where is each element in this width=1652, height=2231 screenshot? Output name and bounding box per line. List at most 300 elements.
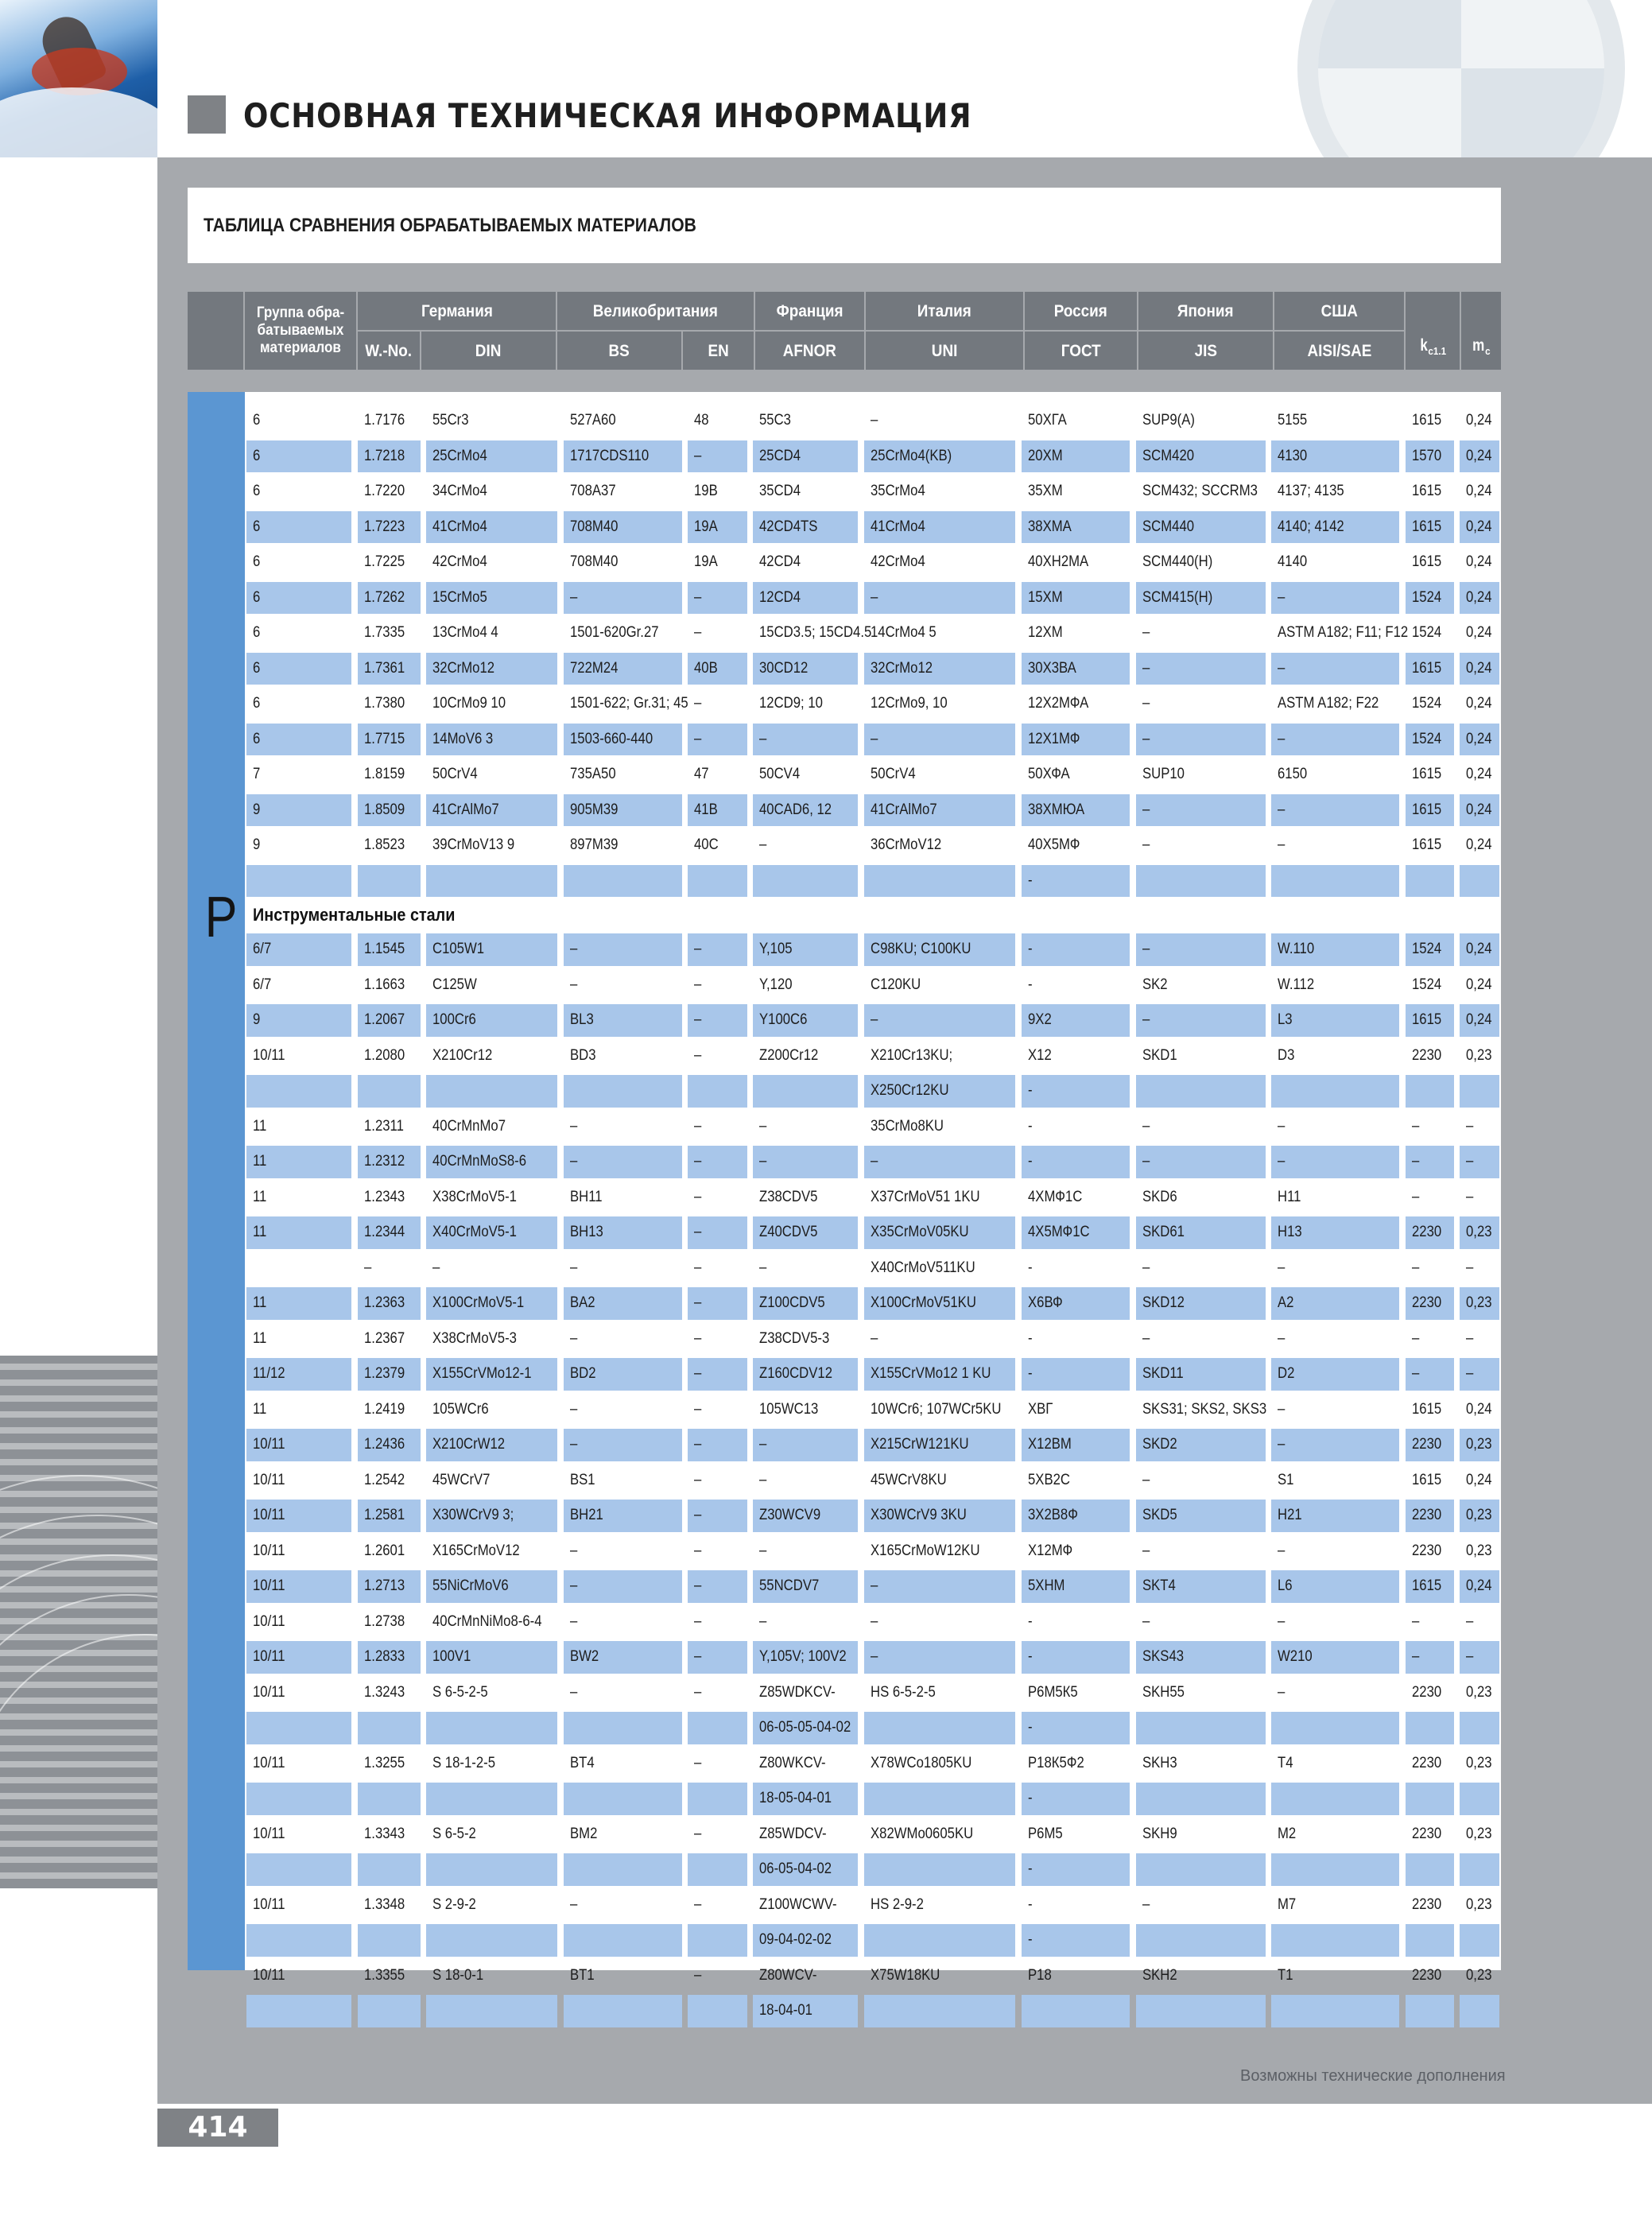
cell-din — [426, 1712, 557, 1744]
table-row — [245, 1569, 1501, 1604]
cell-din: 34CrMo4 — [432, 483, 487, 499]
cell-jis: SKD5 — [1136, 1500, 1266, 1532]
cell-group: 10/11 — [253, 1895, 285, 1913]
cell-aisi: D2 — [1271, 1358, 1399, 1391]
cell-afnor: 55NCDV7 — [753, 1570, 858, 1603]
cell-din: 13CrMo4 4 — [432, 624, 498, 641]
cell-mc: 0,24 — [1466, 1471, 1492, 1488]
cell-group: 10/11 — [253, 1471, 285, 1488]
cell-bs: BH21 — [564, 1500, 682, 1532]
table-row — [245, 1817, 1501, 1853]
cell-jis — [1136, 1853, 1266, 1886]
cell-afnor: – — [759, 1612, 767, 1630]
cell-uni: X40CrMoV511KU — [871, 1259, 975, 1276]
cell-aisi: L6 — [1271, 1570, 1399, 1603]
cell-mc: 0,23 — [1466, 1046, 1492, 1064]
cell-afnor: Z100CDV5 — [753, 1287, 858, 1320]
cell-group: 6 — [253, 624, 261, 641]
cell-din: 45WCrV7 — [432, 1471, 491, 1488]
cell-din: 41CrAlMo7 — [426, 794, 557, 827]
cell-kc: – — [1412, 1188, 1420, 1205]
cell-gost: 5ХНМ — [1022, 1570, 1130, 1603]
cell-gost: Р18К5Ф2 — [1028, 1754, 1084, 1771]
cell-aisi: 6150 — [1278, 766, 1308, 782]
cell-gost: - — [1022, 1641, 1130, 1674]
cell-jis: – — [1136, 724, 1266, 756]
cell-gost: - — [1022, 1783, 1130, 1815]
cell-gost: - — [1022, 1712, 1130, 1744]
cell-bs: – — [570, 1259, 578, 1276]
cell-afnor: 09-04-02-02 — [753, 1924, 858, 1957]
table-row — [245, 615, 1501, 651]
cell-afnor: Z80WKCV- — [759, 1754, 826, 1771]
cell-mc — [1460, 1853, 1499, 1886]
cell-kc: 2230 — [1406, 1287, 1454, 1320]
cell-aisi: ASTM A182; F11; F12 — [1278, 624, 1409, 641]
cell-kc: 2230 — [1412, 1754, 1442, 1771]
cell-kc: – — [1406, 1358, 1454, 1391]
cell-bs: 1503-660-440 — [564, 724, 682, 756]
cell-din: 100V1 — [426, 1641, 557, 1674]
cell-din — [426, 1783, 557, 1815]
table-row — [245, 1746, 1501, 1782]
cell-en: – — [694, 1400, 702, 1418]
cell-din: 14MoV6 3 — [426, 724, 557, 756]
cell-bs: BM2 — [570, 1825, 598, 1842]
cell-din: 105WCr6 — [432, 1400, 489, 1418]
cell-afnor: Z38CDV5 — [759, 1188, 818, 1205]
cell-wno: 1.2419 — [364, 1400, 405, 1418]
cell-jis: SKD11 — [1136, 1358, 1266, 1391]
subtitle-box — [188, 188, 1501, 263]
cell-afnor: – — [759, 1117, 767, 1135]
cell-gost: - — [1022, 1358, 1130, 1391]
cell-wno — [358, 1924, 421, 1957]
cell-din: X38CrMoV5-3 — [432, 1329, 517, 1347]
cell-wno: 1.2367 — [364, 1329, 405, 1347]
cell-uni: X78WCo1805KU — [871, 1754, 972, 1771]
header-uk: Великобритания — [557, 292, 754, 330]
cell-en — [688, 1924, 747, 1957]
cell-jis: SUP10 — [1142, 766, 1185, 782]
cell-wno: 1.2601 — [364, 1542, 405, 1559]
cell-wno — [358, 1853, 421, 1886]
cell-uni — [864, 1783, 1015, 1815]
table-row — [245, 403, 1501, 439]
cell-group: 6 — [246, 653, 351, 685]
cell-gost: Р6М5К5 — [1028, 1683, 1078, 1701]
cell-afnor: 18-05-04-01 — [753, 1783, 858, 1815]
cell-din — [426, 1995, 557, 2027]
cell-aisi — [1271, 1924, 1399, 1957]
page-title: ОСНОВНАЯ ТЕХНИЧЕСКАЯ ИНФОРМАЦИЯ — [243, 96, 972, 135]
cell-gost: - — [1028, 1895, 1033, 1913]
cell-bs: BA2 — [564, 1287, 682, 1320]
cell-wno: 1.8159 — [364, 766, 405, 782]
cell-din — [426, 865, 557, 898]
cell-gost: 4ХМФ1С — [1028, 1188, 1083, 1205]
table-row — [245, 1073, 1501, 1109]
cell-group: 6 — [253, 695, 261, 712]
cell-en: – — [688, 1287, 747, 1320]
cell-jis: – — [1142, 1542, 1150, 1559]
cell-en: – — [694, 1259, 702, 1276]
cell-uni: – — [864, 1570, 1015, 1603]
header-afnor: AFNOR — [755, 332, 864, 370]
cell-en: 19A — [688, 511, 747, 544]
cell-gost: Х12ВМ — [1022, 1429, 1130, 1461]
cell-en: – — [688, 1641, 747, 1674]
cell-afnor: 42CD4 — [759, 553, 801, 570]
cell-group: 6 — [253, 483, 261, 499]
cell-bs: BS1 — [570, 1471, 595, 1488]
cell-en: – — [694, 1895, 702, 1913]
cell-mc: 0,23 — [1466, 1542, 1492, 1559]
cell-gost — [1022, 1995, 1130, 2027]
cell-jis — [1136, 1995, 1266, 2027]
cell-wno: 1.1663 — [364, 976, 405, 993]
cell-afnor: 12CD9; 10 — [759, 695, 823, 712]
cell-bs: 735A50 — [570, 766, 616, 782]
cell-gost: Х12МФ — [1028, 1542, 1073, 1559]
cell-wno: 1.7380 — [364, 695, 405, 712]
cell-gost: 38ХМЮА — [1022, 794, 1130, 827]
cell-gost: - — [1028, 976, 1033, 993]
cell-kc: 1615 — [1406, 1570, 1454, 1603]
cell-afnor: – — [753, 1146, 858, 1178]
cell-bs — [564, 865, 682, 898]
cell-gost: Р18 — [1028, 1966, 1052, 1984]
cell-wno: 1.2311 — [364, 1117, 404, 1135]
cell-uni: 50CrV4 — [871, 766, 916, 782]
cell-din: 55Cr3 — [432, 412, 469, 429]
cell-kc: – — [1412, 1117, 1420, 1135]
cell-mc: 0,23 — [1466, 1683, 1492, 1701]
cell-afnor: 40CAD6, 12 — [753, 794, 858, 827]
cell-bs: – — [570, 1895, 578, 1913]
cell-jis: SKD12 — [1136, 1287, 1266, 1320]
cell-gost: 40Х5МФ — [1028, 836, 1080, 853]
cell-aisi: 4140 — [1278, 553, 1308, 570]
cell-group — [246, 1995, 351, 2027]
cell-en: – — [688, 1146, 747, 1178]
table-row — [245, 1534, 1501, 1569]
cell-afnor: Z100WCWV- — [759, 1895, 837, 1913]
cell-kc: 1615 — [1412, 553, 1442, 570]
cell-kc: 1524 — [1406, 724, 1454, 756]
page-number: 414 — [157, 2109, 278, 2147]
table-row — [245, 1993, 1501, 2029]
cell-en: – — [688, 1570, 747, 1603]
cell-bs: 722M24 — [564, 653, 682, 685]
cell-gost: 3Х2В8Ф — [1022, 1500, 1130, 1532]
table-row — [245, 1852, 1501, 1888]
cell-jis: SK2 — [1142, 976, 1168, 993]
cell-wno: 1.2344 — [358, 1216, 421, 1249]
cell-afnor: 105WC13 — [759, 1400, 819, 1418]
cell-group: 9 — [246, 1004, 351, 1037]
cell-group — [246, 1924, 351, 1957]
cell-din: 32CrMo12 — [426, 653, 557, 685]
cell-aisi: T4 — [1278, 1754, 1293, 1771]
cell-aisi: – — [1278, 1117, 1286, 1135]
cell-jis: – — [1136, 933, 1266, 966]
cell-kc: 1524 — [1412, 695, 1442, 712]
header-japan: Япония — [1138, 292, 1273, 330]
cell-aisi: 4130 — [1271, 440, 1399, 473]
cell-afnor: 18-04-01 — [753, 1995, 858, 2027]
cell-uni: – — [864, 1004, 1015, 1037]
cell-gost: 15ХМ — [1022, 582, 1130, 615]
cell-wno: 1.7218 — [358, 440, 421, 473]
cell-jis — [1136, 1712, 1266, 1744]
cell-wno: 1.7262 — [358, 582, 421, 615]
cell-din: 40CrMnMoS8-6 — [426, 1146, 557, 1178]
cell-group: 10/11 — [253, 1754, 285, 1771]
cell-en: – — [694, 695, 702, 712]
cell-afnor: Z30WCV9 — [753, 1500, 858, 1532]
cell-mc: – — [1466, 1117, 1474, 1135]
table-row — [245, 1215, 1501, 1251]
decorative-stripes — [0, 1356, 157, 1888]
table-row — [245, 757, 1501, 793]
table-row — [245, 545, 1501, 580]
cell-en: – — [694, 1329, 702, 1347]
cell-group: 10/11 — [253, 1683, 285, 1701]
header-blank — [188, 292, 243, 370]
table-row — [245, 793, 1501, 828]
cell-mc: 0,24 — [1466, 624, 1492, 641]
cell-gost: 38ХМА — [1022, 511, 1130, 544]
cell-wno: 1.7335 — [364, 624, 405, 641]
header-russia: Россия — [1025, 292, 1137, 330]
corner-photo — [0, 0, 157, 157]
cell-en: – — [688, 582, 747, 615]
cell-mc: – — [1460, 1358, 1499, 1391]
cell-mc: 0,23 — [1460, 1287, 1499, 1320]
cell-kc: 1524 — [1406, 933, 1454, 966]
cell-wno — [358, 1075, 421, 1108]
cell-kc: 2230 — [1412, 1825, 1442, 1842]
cell-uni: 25CrMo4(KB) — [864, 440, 1015, 473]
cell-bs: – — [570, 976, 578, 993]
cell-afnor: 35CD4 — [759, 483, 801, 499]
cell-kc: 2230 — [1406, 1216, 1454, 1249]
cell-aisi: – — [1278, 1400, 1286, 1418]
cell-mc: – — [1466, 1329, 1474, 1347]
cell-gost: 50ХГА — [1028, 412, 1067, 429]
cell-bs: BT4 — [570, 1754, 595, 1771]
cell-wno: 1.3343 — [364, 1825, 405, 1842]
cell-group: 9 — [253, 836, 261, 853]
cell-aisi: 5155 — [1278, 412, 1308, 429]
table-rows — [245, 392, 1501, 2029]
cell-group: 11 — [253, 1117, 267, 1135]
cell-mc: 0,23 — [1466, 1754, 1492, 1771]
section-title: Инструментальные стали — [253, 905, 456, 925]
cell-aisi: ASTM A182; F22 — [1278, 695, 1379, 712]
cell-aisi: – — [1278, 1612, 1286, 1630]
table-row — [245, 1392, 1501, 1428]
cell-group: 6/7 — [246, 933, 351, 966]
cell-group: 6 — [253, 553, 261, 570]
cell-mc: 0,23 — [1466, 1966, 1492, 1984]
cell-bs: BL3 — [564, 1004, 682, 1037]
cell-afnor: 06-05-04-02 — [753, 1853, 858, 1886]
cell-bs: 905M39 — [564, 794, 682, 827]
table-row — [245, 1109, 1501, 1145]
cell-afnor: 55C3 — [759, 412, 791, 429]
cell-jis: SKD61 — [1136, 1216, 1266, 1249]
cell-kc: 2230 — [1406, 1500, 1454, 1532]
cell-kc: 1615 — [1412, 412, 1442, 429]
cell-en: – — [694, 1612, 702, 1630]
cell-group: 10/11 — [246, 1570, 351, 1603]
cell-en — [688, 865, 747, 898]
cell-wno: 1.7223 — [358, 511, 421, 544]
cell-jis — [1136, 1924, 1266, 1957]
cell-en — [688, 1853, 747, 1886]
cell-gost: 35ХМ — [1028, 483, 1063, 499]
table-row — [245, 1498, 1501, 1534]
cell-group: 6 — [246, 440, 351, 473]
cell-wno: 1.3255 — [364, 1754, 405, 1771]
cell-en: – — [688, 1500, 747, 1532]
cell-kc — [1406, 1995, 1454, 2027]
cell-aisi: – — [1271, 724, 1399, 756]
cell-afnor: 30CD12 — [753, 653, 858, 685]
cell-en: 47 — [694, 766, 709, 782]
cell-group: 10/11 — [253, 1966, 285, 1984]
cell-group: 6 — [246, 511, 351, 544]
cell-din: X30WCrV9 3; — [426, 1500, 557, 1532]
cell-aisi — [1271, 1995, 1399, 2027]
cell-jis: SCM420 — [1136, 440, 1266, 473]
cell-en: – — [688, 1429, 747, 1461]
cell-aisi: – — [1278, 1259, 1286, 1276]
cell-din: 15CrMo5 — [426, 582, 557, 615]
cell-group — [246, 1712, 351, 1744]
header-italy: Италия — [866, 292, 1023, 330]
cell-kc: 1524 — [1412, 624, 1442, 641]
cell-wno — [358, 1712, 421, 1744]
cell-bs: 897M39 — [570, 836, 619, 853]
cell-uni: – — [871, 1329, 878, 1347]
cell-wno: 1.8523 — [364, 836, 405, 853]
cell-din: 50CrV4 — [432, 766, 478, 782]
cell-mc: – — [1466, 1188, 1474, 1205]
cell-kc: 1615 — [1412, 1471, 1442, 1488]
cell-afnor: Y100C6 — [753, 1004, 858, 1037]
cell-mc: 0,24 — [1466, 836, 1492, 853]
cell-uni: X37CrMoV51 1KU — [871, 1188, 980, 1205]
cell-mc: 0,24 — [1460, 511, 1499, 544]
cell-bs: – — [570, 1612, 578, 1630]
cell-gost: 20ХМ — [1022, 440, 1130, 473]
cell-uni: – — [864, 724, 1015, 756]
cell-mc: 0,24 — [1466, 695, 1492, 712]
cell-din — [426, 1924, 557, 1957]
table-row — [245, 828, 1501, 863]
cell-kc: – — [1406, 1146, 1454, 1178]
cell-uni: 35CrMo4 — [871, 483, 925, 499]
cell-kc: 2230 — [1412, 1895, 1442, 1913]
cell-en: – — [694, 1754, 702, 1771]
cell-afnor: 50CV4 — [759, 766, 801, 782]
cell-uni: – — [871, 1612, 878, 1630]
cell-mc: 0,24 — [1460, 1004, 1499, 1037]
cell-din: C105W1 — [426, 933, 557, 966]
cell-mc: 0,24 — [1460, 440, 1499, 473]
cell-en: 19A — [694, 553, 718, 570]
cell-jis: SKH9 — [1142, 1825, 1177, 1842]
cell-uni — [864, 1924, 1015, 1957]
header-gost: ГОСТ — [1025, 332, 1137, 370]
cell-jis: – — [1136, 653, 1266, 685]
cell-aisi — [1271, 1075, 1399, 1108]
cell-jis: SKH2 — [1142, 1966, 1177, 1984]
cell-kc — [1406, 1924, 1454, 1957]
cell-aisi: W.112 — [1278, 976, 1315, 993]
cell-bs: – — [564, 933, 682, 966]
table-row — [245, 1675, 1501, 1711]
cell-group: 10/11 — [253, 1612, 285, 1630]
table-row — [245, 863, 1501, 899]
cell-din: 39CrMoV13 9 — [432, 836, 515, 853]
cell-din: 40CrMnMo7 — [432, 1117, 506, 1135]
cell-din: – — [432, 1259, 440, 1276]
cell-mc — [1460, 1924, 1499, 1957]
cell-uni: C98KU; C100KU — [864, 933, 1015, 966]
cell-din: 40CrMnNiMo8-6-4 — [432, 1612, 542, 1630]
cell-jis: – — [1142, 1329, 1150, 1347]
cell-bs: – — [570, 1329, 578, 1347]
cell-mc: 0,24 — [1466, 976, 1492, 993]
cell-afnor: 42CD4TS — [753, 511, 858, 544]
cell-din: X100CrMoV5-1 — [426, 1287, 557, 1320]
cell-wno: 1.3348 — [364, 1895, 405, 1913]
cell-din: X38CrMoV5-1 — [432, 1188, 517, 1205]
cell-kc: 1615 — [1406, 794, 1454, 827]
cell-gost: - — [1028, 1259, 1033, 1276]
header-usa: США — [1274, 292, 1404, 330]
cell-group: 11 — [246, 1146, 351, 1178]
cell-uni: – — [871, 412, 878, 429]
header-germany: Германия — [358, 292, 556, 330]
cell-group: 6 — [253, 412, 261, 429]
cell-aisi: 4140; 4142 — [1271, 511, 1399, 544]
header-aisi: AISI/SAE — [1274, 332, 1404, 370]
cell-mc: 0,23 — [1460, 1500, 1499, 1532]
cell-jis: SKT4 — [1136, 1570, 1266, 1603]
cell-kc: – — [1406, 1641, 1454, 1674]
table-row — [245, 1251, 1501, 1286]
cell-jis: – — [1142, 836, 1150, 853]
material-group-letter: P — [204, 886, 238, 949]
wave-shape — [0, 87, 157, 157]
cell-bs: 708M40 — [570, 553, 619, 570]
cell-din — [426, 1853, 557, 1886]
cell-wno: 1.2379 — [358, 1358, 421, 1391]
table-body — [188, 392, 1501, 2019]
cell-gost: 12Х2МФА — [1028, 695, 1089, 712]
title-marker — [188, 95, 226, 134]
cell-mc: 0,24 — [1466, 412, 1492, 429]
cell-wno — [358, 1783, 421, 1815]
cell-uni: X215CrW121KU — [864, 1429, 1015, 1461]
cell-afnor: – — [753, 724, 858, 756]
cell-jis: SCM415(H) — [1136, 582, 1266, 615]
